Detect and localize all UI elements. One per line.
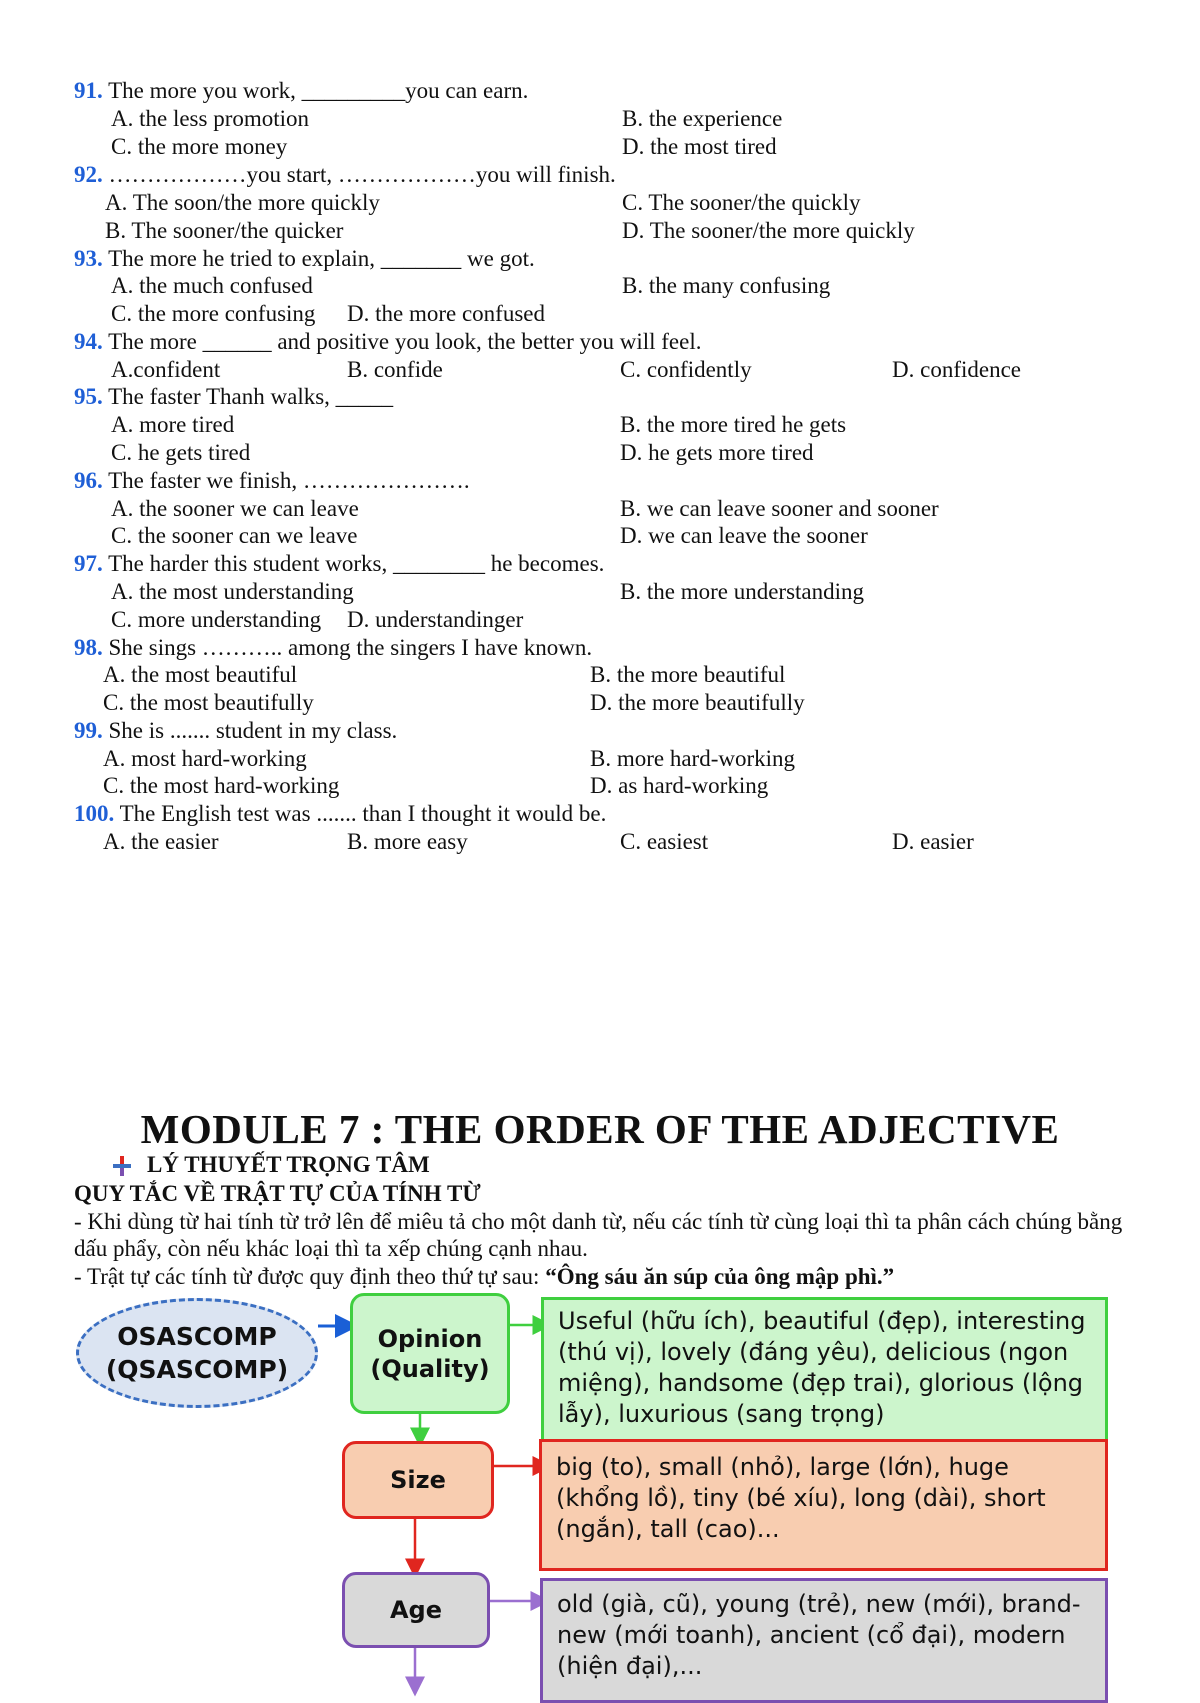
question-number: 96. xyxy=(74,468,103,493)
option-c: C. he gets tired xyxy=(111,440,251,465)
section-subheading: LÝ THUYẾT TRỌNG TÂM xyxy=(147,1152,430,1177)
opinion-label-1: Opinion xyxy=(377,1324,483,1353)
opinion-description: Useful (hữu ích), beautiful (đẹp), interesting (thú vị), lovely (đáng yêu), delicious (ngon miệng), handsome (đẹp trai), glorious (lộng lẫy), luxurious (sang trọng) xyxy=(541,1297,1108,1439)
option-b: B. confide xyxy=(347,357,443,382)
option-a: A. the most beautiful xyxy=(103,662,298,687)
option-d: D. the more confused xyxy=(347,301,545,326)
option-a: A. the most understanding xyxy=(111,579,354,604)
option-c: C. the more money xyxy=(111,134,288,159)
mnemonic: “Ông sáu ăn súp của ông mập phì.” xyxy=(545,1264,895,1289)
option-c: C. The sooner/the quickly xyxy=(622,190,861,215)
question-stem: She sings ……….. among the singers I have known. xyxy=(102,635,593,660)
oval-label-2: (QSASCOMP) xyxy=(105,1355,289,1384)
question-number: 94. xyxy=(74,329,103,354)
module-title: MODULE 7 : THE ORDER OF THE ADJECTIVE xyxy=(140,1106,1060,1152)
option-d: D. he gets more tired xyxy=(620,440,814,465)
option-d: D. confidence xyxy=(892,357,1021,382)
question-stem: The harder this student works, ________ he becomes. xyxy=(102,551,605,576)
opinion-box xyxy=(350,1293,510,1414)
option-b: B. the more tired he gets xyxy=(620,412,847,437)
option-d: D. we can leave the sooner xyxy=(620,523,868,548)
option-a: A. the less promotion xyxy=(111,106,310,131)
option-b: B. the more understanding xyxy=(620,579,865,604)
question-number: 92. xyxy=(74,162,103,187)
option-d: D. understandinger xyxy=(347,607,524,632)
option-c: C. the more confusing xyxy=(111,301,316,326)
question-number: 95. xyxy=(74,384,103,409)
option-a: A. most hard-working xyxy=(103,746,307,771)
oval-label-1: OSASCOMP xyxy=(117,1322,277,1351)
question-stem: The more ______ and positive you look, the better you will feel. xyxy=(102,329,702,354)
option-b: B. more hard-working xyxy=(590,746,796,771)
question-number: 91. xyxy=(74,78,103,103)
option-b: B. the more beautiful xyxy=(590,662,786,687)
question-number: 93. xyxy=(74,246,103,271)
question-stem: The more you work, _________you can earn. xyxy=(102,78,529,103)
question-number: 99. xyxy=(74,718,103,743)
option-d: D. the most tired xyxy=(622,134,777,159)
option-d: D. easier xyxy=(892,829,974,854)
option-b: B. the experience xyxy=(622,106,783,131)
option-a: A. the much confused xyxy=(111,273,313,298)
question-stem: The faster Thanh walks, _____ xyxy=(102,384,394,409)
age-box: Age xyxy=(342,1572,490,1648)
question-number: 97. xyxy=(74,551,103,576)
option-b: B. the many confusing xyxy=(622,273,831,298)
option-a: A. The soon/the more quickly xyxy=(105,190,380,215)
option-c: C. confidently xyxy=(620,357,752,382)
option-c: C. more understanding xyxy=(111,607,322,632)
option-c: C. the most hard-working xyxy=(103,773,340,798)
option-a: A. more tired xyxy=(111,412,235,437)
age-description: old (già, cũ), young (trẻ), new (mới), brand-new (mới toanh), ancient (cổ đại), modern (hiện đại),... xyxy=(540,1578,1108,1703)
question-stem: The more he tried to explain, _______ we got. xyxy=(102,246,535,271)
option-b: B. more easy xyxy=(347,829,468,854)
question-stem: The English test was ....... than I thought it would be. xyxy=(114,801,607,826)
option-b: B. we can leave sooner and sooner xyxy=(620,496,939,521)
question-stem: The faster we finish, …………………. xyxy=(102,468,470,493)
osascomp-oval xyxy=(76,1298,318,1408)
size-box: Size xyxy=(342,1441,494,1519)
rule-paragraph-1: - Khi dùng từ hai tính từ trở lên để miêu tả cho một danh từ, nếu các tính từ cùng loại thì ta phân cách chúng bằng dấu phẩy, còn nếu khác loại thì ta xếp chúng cạnh nhau. xyxy=(74,1209,1123,1261)
question-stem: ………………you start, ………………you will finish. xyxy=(102,162,616,187)
option-c: C. easiest xyxy=(620,829,709,854)
option-a: A. the easier xyxy=(103,829,219,854)
option-a: A.confident xyxy=(111,357,221,382)
question-stem: She is ....... student in my class. xyxy=(102,718,398,743)
option-d: D. The sooner/the more quickly xyxy=(622,218,915,243)
option-d: D. as hard-working xyxy=(590,773,769,798)
option-d: D. the more beautifully xyxy=(590,690,805,715)
opinion-label-2: (Quality) xyxy=(370,1354,490,1383)
option-b: B. The sooner/the quicker xyxy=(105,218,344,243)
question-number: 100. xyxy=(74,801,115,826)
size-description: big (to), small (nhỏ), large (lớn), huge (khổng lồ), tiny (bé xíu), long (dài), short (ngắn), tall (cao)... xyxy=(539,1439,1108,1571)
rule-heading: QUY TẮC VỀ TRẬT TỰ CỦA TÍNH TỪ xyxy=(74,1181,481,1206)
option-a: A. the sooner we can leave xyxy=(111,496,359,521)
option-c: C. the most beautifully xyxy=(103,690,314,715)
question-number: 98. xyxy=(74,635,103,660)
rule-paragraph-2-text: - Trật tự các tính từ được quy định theo thứ tự sau: xyxy=(74,1264,546,1289)
option-c: C. the sooner can we leave xyxy=(111,523,358,548)
